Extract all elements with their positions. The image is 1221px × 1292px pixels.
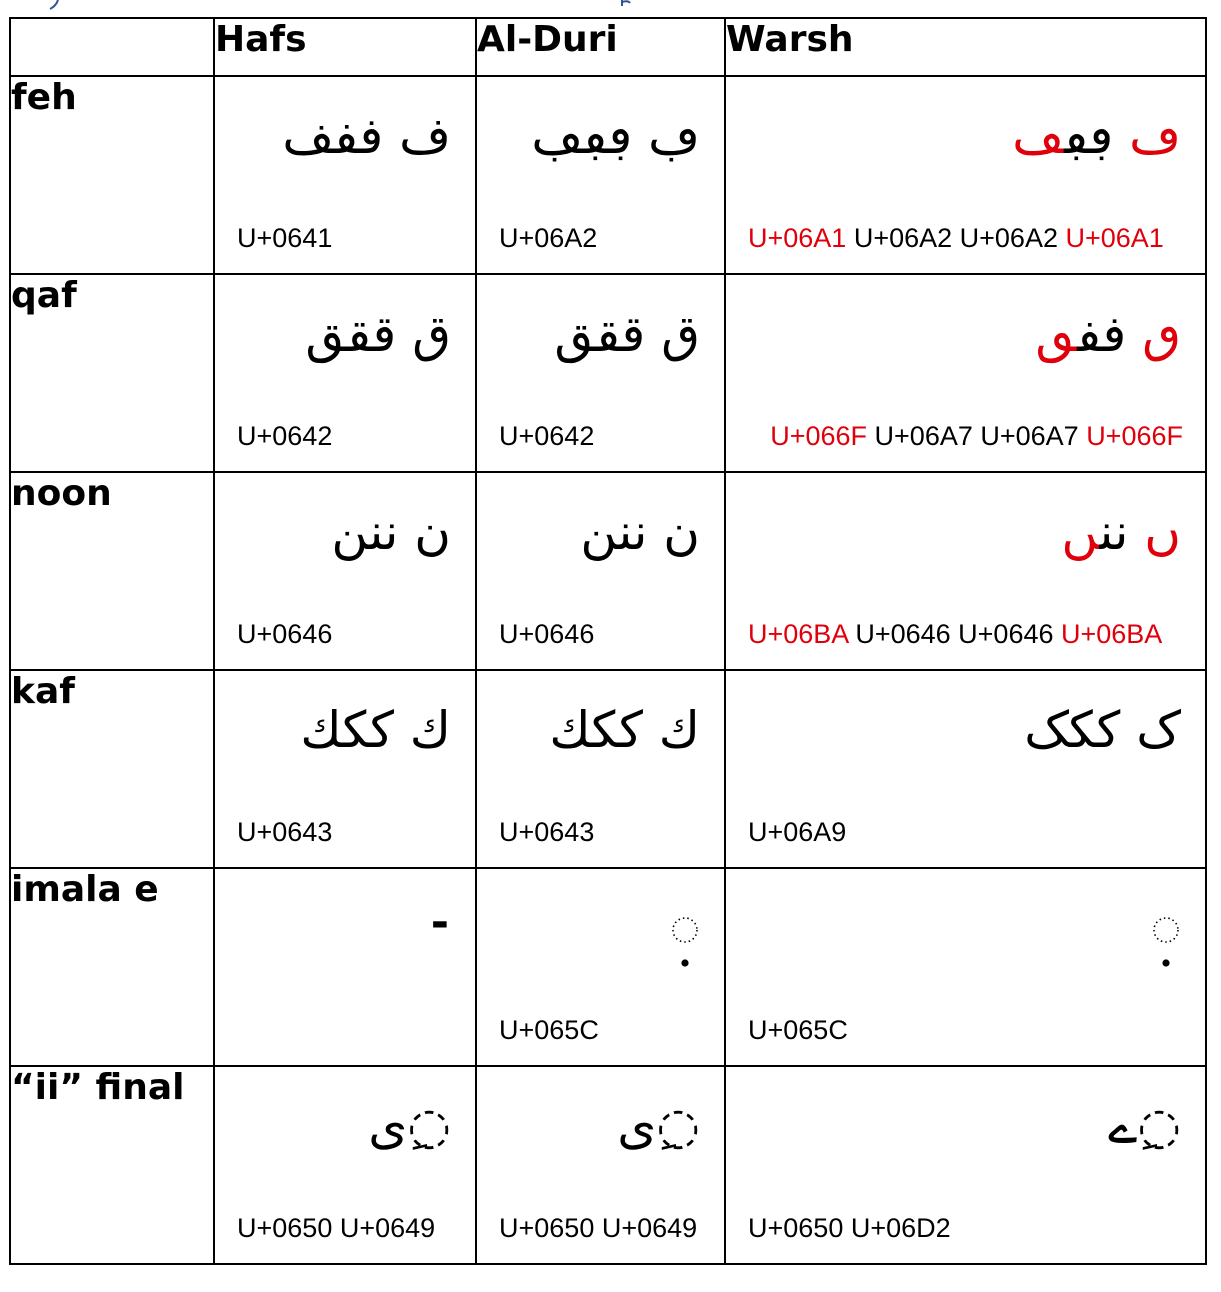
red-codepoint: U+06A1 [748, 223, 847, 253]
red-codepoint: U+06BA [1061, 619, 1163, 649]
black-medial-forms: نن [1099, 503, 1145, 561]
cropped-text-fragment [30, 0, 730, 10]
table-row [10, 472, 1206, 670]
hafs-cell [214, 274, 476, 472]
codepoint-text: U+0641 [237, 223, 333, 253]
red-codepoint: U+06A1 [1065, 223, 1164, 253]
duri-cell [476, 868, 725, 1066]
row-label-kaf: kaf [10, 670, 214, 868]
table-row [10, 76, 1206, 274]
header-al-duri: Al-Duri [476, 18, 725, 76]
red-codepoint: U+06BA [748, 619, 848, 649]
warsh-cell [725, 1066, 1206, 1264]
header-hafs: Hafs [214, 18, 476, 76]
arabic-letter-forms: ن ننن [580, 503, 700, 561]
not-applicable-dash: - [430, 897, 449, 948]
arabic-letter-forms: ک ککک [1024, 701, 1181, 759]
arabic-letter-forms: ف ففف [282, 107, 451, 165]
warsh-cell [725, 76, 1206, 274]
hafs-cell [214, 76, 476, 274]
header-corner [10, 18, 214, 76]
black-medial-forms: ڢڢ [1064, 107, 1130, 165]
arabic-letter-forms: ن ننن [331, 503, 451, 561]
duri-cell [476, 472, 725, 670]
red-final-form: ٯ [1035, 305, 1078, 363]
row-label-ii-final: “ii” final [10, 1066, 214, 1264]
red-isolated-form: ڡ [1129, 107, 1181, 165]
arabic-letter-forms: ك ككك [300, 701, 451, 759]
codepoint-text [748, 223, 1164, 254]
red-final-form: ں [1061, 503, 1100, 561]
arabic-letter-forms: ◌ِے [1108, 1097, 1181, 1155]
red-final-form: ڡ [1012, 107, 1065, 165]
hafs-cell [214, 868, 476, 1066]
black-medial-forms: ڧڧ [1077, 305, 1143, 363]
black-codepoints: U+0646 U+0646 [847, 619, 1061, 649]
warsh-cell [725, 868, 1206, 1066]
dotted-circle-with-dot-icon [668, 913, 702, 971]
reading-comparison-table [9, 17, 1207, 1265]
codepoint-text: U+0650 U+0649 [237, 1213, 436, 1243]
arabic-letter-forms: ◌ِى [617, 1097, 700, 1155]
dotted-circle-with-dot-icon [1149, 913, 1183, 971]
hafs-cell [214, 472, 476, 670]
arabic-letter-forms: ق ققق [554, 305, 700, 363]
duri-cell [476, 1066, 725, 1264]
arabic-letter-forms: ق ققق [305, 305, 451, 363]
header-warsh: Warsh [725, 18, 1206, 76]
codepoint-text: U+065C [748, 1015, 848, 1045]
row-label-noon: noon [10, 472, 214, 670]
duri-cell [476, 670, 725, 868]
warsh-cell [725, 472, 1206, 670]
red-codepoint: U+066F [1086, 421, 1183, 451]
arabic-letter-forms: ك ككك [549, 701, 700, 759]
codepoint-text [748, 619, 1162, 650]
codepoint-text: U+0646 [499, 619, 595, 649]
codepoint-text: U+0643 [499, 817, 595, 847]
red-codepoint: U+066F [770, 421, 868, 451]
warsh-cell [725, 670, 1206, 868]
codepoint-text: U+0642 [499, 421, 595, 451]
codepoint-text: U+0650 U+06D2 [748, 1213, 951, 1243]
row-label-qaf: qaf [10, 274, 214, 472]
hafs-cell [214, 670, 476, 868]
duri-cell [476, 274, 725, 472]
table-row [10, 1066, 1206, 1264]
codepoint-text [770, 421, 1183, 452]
arabic-letter-forms [1035, 305, 1181, 363]
codepoint-text: U+065C [499, 1015, 599, 1045]
arabic-letter-forms: ◌ِى [368, 1097, 451, 1155]
arabic-letter-forms [1061, 503, 1181, 561]
red-isolated-form: ٯ [1142, 305, 1181, 363]
codepoint-text: U+06A2 [499, 223, 598, 253]
table-row [10, 868, 1206, 1066]
codepoint-text: U+0642 [237, 421, 333, 451]
black-codepoints: U+06A2 U+06A2 [846, 223, 1066, 253]
arabic-letter-forms: ڢ ڢڢڢ [531, 107, 700, 165]
codepoint-text: U+06A9 [748, 817, 847, 847]
hafs-cell [214, 1066, 476, 1264]
codepoint-text: U+0643 [237, 817, 333, 847]
table-row [10, 670, 1206, 868]
row-label-imala-e: imala e [10, 868, 214, 1066]
warsh-cell [725, 274, 1206, 472]
duri-cell [476, 76, 725, 274]
arabic-letter-forms [1012, 107, 1181, 165]
header-row [10, 18, 1206, 76]
black-codepoints: U+06A7 U+06A7 [867, 421, 1087, 451]
row-label-feh: feh [10, 76, 214, 274]
red-isolated-form: ں [1144, 503, 1181, 561]
table-row [10, 274, 1206, 472]
codepoint-text: U+0646 [237, 619, 333, 649]
codepoint-text: U+0650 U+0649 [499, 1213, 698, 1243]
